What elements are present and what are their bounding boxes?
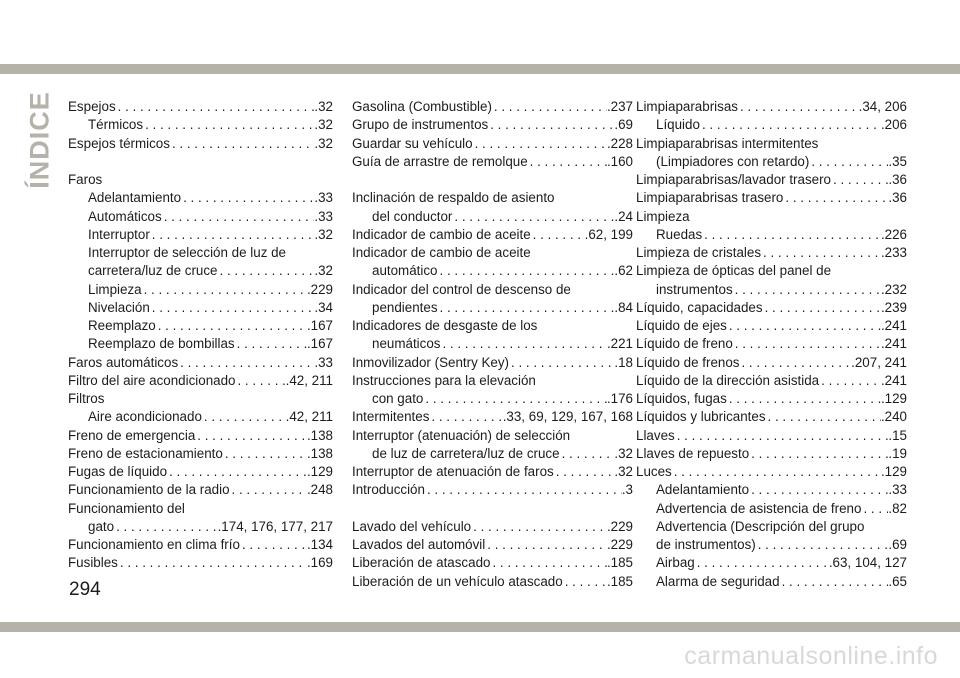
dot-leader <box>702 116 881 134</box>
index-entry <box>68 354 333 372</box>
index-term: Guía de arrastre de remolque <box>352 153 528 169</box>
index-page-ref: .240 <box>880 409 907 425</box>
index-entry <box>636 354 907 372</box>
index-term: Introducción <box>352 482 425 498</box>
dot-leader <box>180 354 314 372</box>
index-entry <box>636 281 907 299</box>
index-entry <box>68 372 333 390</box>
index-entry <box>636 445 907 463</box>
index-page-ref: .24 <box>614 208 633 224</box>
index-page-ref: .232 <box>880 281 907 297</box>
dot-leader <box>677 427 889 445</box>
dot-leader <box>565 573 607 591</box>
index-page-ref: .33 <box>314 190 333 206</box>
index-page-ref: .32 <box>314 135 333 151</box>
index-entry <box>68 390 333 408</box>
index-term: Llaves <box>636 427 675 443</box>
index-term: neumáticos <box>372 336 441 352</box>
dot-leader <box>751 445 888 463</box>
index-term: Faros automáticos <box>68 354 179 370</box>
index-entry <box>68 281 333 299</box>
index-term: Líquido, capacidades <box>636 299 763 315</box>
dot-leader <box>204 408 286 426</box>
dot-leader <box>741 354 851 372</box>
index-page-ref: .169 <box>306 555 333 571</box>
index-entry <box>352 262 633 280</box>
index-term: pendientes <box>372 299 438 315</box>
index-page-ref: .176 <box>606 391 633 406</box>
index-term: Liberación de atascado <box>352 555 491 571</box>
index-page-ref: .32 <box>314 263 333 279</box>
dot-leader <box>674 463 881 481</box>
index-entry <box>636 226 907 244</box>
index-page-ref: .33 <box>314 354 333 370</box>
index-term: Líquido de la dirección asistida <box>636 372 820 388</box>
index-entry <box>352 518 633 536</box>
dot-leader <box>697 554 829 572</box>
index-page-ref: .32 <box>314 117 333 133</box>
index-term: Fugas de líquido <box>68 464 168 479</box>
index-term: Instrucciones para la elevación <box>352 372 536 388</box>
dot-leader <box>833 171 888 189</box>
dot-leader <box>758 536 889 554</box>
index-term: Limpieza de ópticas del panel de <box>636 263 832 279</box>
index-page-ref: .19 <box>888 445 907 461</box>
index-entry <box>352 281 633 299</box>
index-term: Ruedas <box>656 226 703 242</box>
dot-leader <box>120 554 307 572</box>
index-entry <box>636 390 907 408</box>
index-term: Adelantamiento <box>656 482 750 498</box>
index-page-ref: .36 <box>888 172 907 187</box>
index-page-ref: .33 <box>888 482 907 498</box>
index-term: Funcionamiento de la radio <box>68 482 230 498</box>
index-page-ref: .138 <box>306 445 333 461</box>
index-page-ref: .3 <box>621 482 633 498</box>
index-term: Inclinación de respaldo de asiento <box>352 190 555 206</box>
index-entry <box>68 208 333 226</box>
dot-leader <box>821 372 881 390</box>
dot-leader <box>735 335 881 353</box>
index-term: carretera/luz de cruce <box>88 263 218 279</box>
top-rule <box>0 64 960 74</box>
index-term: con gato <box>372 391 424 406</box>
index-entry <box>68 427 333 445</box>
index-entry <box>352 390 633 408</box>
index-page-ref: .138 <box>306 427 333 443</box>
index-term: (Limpiadores con retardo) <box>656 153 810 169</box>
dot-leader <box>225 445 307 463</box>
dot-leader <box>152 226 315 244</box>
index-term: Automáticos <box>88 208 162 224</box>
section-tab <box>24 91 55 189</box>
index-page-ref: .233 <box>880 245 907 260</box>
index-term: Limpiaparabrisas intermitentes <box>636 135 819 151</box>
dot-leader <box>490 116 614 134</box>
index-page-ref: .229 <box>606 537 633 552</box>
index-entry <box>68 317 333 335</box>
index-entry <box>68 445 333 463</box>
dot-leader <box>169 463 307 481</box>
dot-leader <box>765 299 881 317</box>
index-page-ref: .15 <box>888 427 907 443</box>
index-term: Liberación de un vehículo atascado <box>352 573 563 589</box>
index-entry <box>636 171 907 189</box>
index-term: Limpieza <box>636 208 690 224</box>
index-term: Advertencia de asistencia de freno <box>656 500 862 516</box>
index-entry <box>636 189 907 207</box>
index-page-ref: .239 <box>880 299 907 315</box>
index-entry <box>68 335 333 353</box>
index-entry <box>636 153 907 171</box>
index-page-ref: .42, 211 <box>285 409 333 425</box>
index-term: Limpieza de cristales <box>636 245 762 260</box>
index-page-ref: .241 <box>880 372 907 388</box>
index-entry <box>636 573 907 591</box>
index-entry <box>636 408 907 426</box>
index-page-ref: .228 <box>606 135 633 151</box>
index-term: Filtro del aire acondicionado <box>68 372 236 388</box>
index-page-ref: .84 <box>614 299 633 315</box>
index-entry <box>352 244 633 262</box>
index-spacer <box>352 171 633 189</box>
page-number: 294 <box>69 579 101 600</box>
index-entry <box>636 317 907 335</box>
index-term: Lavados del automóvil <box>352 537 486 552</box>
dot-leader <box>220 262 315 280</box>
index-term: Limpieza <box>88 281 142 297</box>
index-term: Indicadores de desgaste de los <box>352 318 538 333</box>
dot-leader <box>704 226 881 244</box>
index-entry <box>352 226 633 244</box>
index-term: Indicador de cambio de aceite <box>352 245 531 260</box>
index-spacer <box>352 500 633 518</box>
index-page-ref: .185 <box>606 555 633 571</box>
dot-leader <box>145 116 314 134</box>
index-entry <box>636 536 907 554</box>
index-column-1 <box>68 98 333 573</box>
index-page-ref: .160 <box>606 153 633 169</box>
index-entry <box>68 299 333 317</box>
index-term: Aire acondicionado <box>88 409 202 425</box>
dot-leader <box>729 317 881 335</box>
index-term: Interruptor <box>88 226 150 242</box>
index-term: Freno de emergencia <box>68 427 196 443</box>
index-entry <box>352 208 633 226</box>
dot-leader <box>475 135 607 153</box>
dot-leader <box>427 481 622 499</box>
dot-leader <box>431 408 502 426</box>
index-term: instrumentos <box>656 281 733 297</box>
dot-leader <box>440 299 615 317</box>
index-page-ref: .69 <box>888 537 907 552</box>
index-entry <box>352 554 633 572</box>
index-term: de instrumentos) <box>656 537 756 552</box>
index-term: gato <box>88 518 115 534</box>
index-page-ref: .248 <box>306 482 333 498</box>
index-page-ref: .62, 199 <box>584 226 633 242</box>
index-entry <box>636 299 907 317</box>
index-entry <box>636 500 907 518</box>
dot-leader <box>152 299 315 317</box>
dot-leader <box>494 98 607 116</box>
dot-leader <box>729 390 881 408</box>
index-entry <box>352 135 633 153</box>
index-page-ref: .129 <box>880 464 907 479</box>
index-page-ref: .167 <box>306 318 333 333</box>
index-entry <box>352 189 633 207</box>
index-page-ref: .207, 241 <box>851 354 907 370</box>
index-term: del conductor <box>372 208 453 224</box>
index-entry <box>636 427 907 445</box>
index-column-2 <box>352 98 633 591</box>
index-entry <box>352 317 633 335</box>
index-page-ref: .33, 69, 129, 167, 168 <box>502 409 633 425</box>
index-term: Limpiaparabrisas/lavador trasero <box>636 172 832 187</box>
index-page-ref: .221 <box>606 336 633 352</box>
dot-leader <box>511 354 614 372</box>
index-term: Funcionamiento del <box>68 500 185 516</box>
index-entry <box>352 481 633 499</box>
section-tab-label: ÍNDICE <box>24 91 55 189</box>
index-term: Interruptor de atenuación de faros <box>352 464 554 479</box>
index-term: Fusibles <box>68 555 118 571</box>
dot-leader <box>740 98 859 116</box>
index-term: Grupo de instrumentos <box>352 117 489 133</box>
index-entry <box>68 500 333 518</box>
index-page-ref: .32 <box>614 464 633 479</box>
index-term: Limpiaparabrisas trasero <box>636 190 784 206</box>
index-term: Indicador del control de descenso de <box>352 281 571 297</box>
index-entry <box>636 554 907 572</box>
index-term: Interruptor de selección de luz de <box>88 245 287 260</box>
dot-leader <box>530 153 607 171</box>
index-entry <box>352 427 633 445</box>
index-entry <box>352 153 633 171</box>
dot-leader <box>533 226 585 244</box>
index-entry <box>636 116 907 134</box>
index-term: Líquidos, fugas <box>636 391 727 406</box>
index-entry <box>636 463 907 481</box>
bottom-band <box>0 618 960 678</box>
index-term: Espejos térmicos <box>68 135 170 151</box>
index-entry <box>636 481 907 499</box>
index-entry <box>352 372 633 390</box>
dot-leader <box>237 335 307 353</box>
index-entry <box>68 463 333 481</box>
dot-leader <box>735 281 881 299</box>
dot-leader <box>487 536 607 554</box>
index-entry <box>636 98 907 116</box>
index-column-3 <box>636 98 907 591</box>
dot-leader <box>197 427 307 445</box>
dot-leader <box>232 481 307 499</box>
index-page-ref: .36 <box>888 190 907 206</box>
index-entry <box>352 463 633 481</box>
index-term: Limpiaparabrisas <box>636 99 738 114</box>
index-entry <box>636 372 907 390</box>
index-page-ref: .33 <box>314 208 333 224</box>
index-term: Nivelación <box>88 299 150 315</box>
index-page-ref: .32 <box>314 226 333 242</box>
index-page-ref: .18 <box>614 354 633 370</box>
dot-leader <box>763 244 881 262</box>
dot-leader <box>116 518 218 536</box>
index-entry <box>636 518 907 536</box>
index-term: de luz de carretera/luz de cruce <box>372 445 560 461</box>
index-page-ref: .134 <box>306 537 333 552</box>
index-entry <box>352 354 633 372</box>
index-term: Líquido de frenos <box>636 354 740 370</box>
index-term: Líquidos y lubricantes <box>636 409 766 425</box>
dot-leader <box>172 135 314 153</box>
index-entry <box>68 518 333 536</box>
index-spacer <box>68 153 333 171</box>
index-entry <box>352 445 633 463</box>
index-page-ref: .69 <box>614 117 633 133</box>
index-term: Luces <box>636 464 672 479</box>
index-entry <box>352 116 633 134</box>
index-term: Freno de estacionamiento <box>68 445 223 461</box>
index-entry <box>68 116 333 134</box>
index-page-ref: .206 <box>880 117 907 133</box>
dot-leader <box>237 372 285 390</box>
index-page-ref: .185 <box>606 573 633 589</box>
dot-leader <box>442 335 606 353</box>
index-page-ref: .34 <box>314 299 333 315</box>
index-page-ref: .34, 206 <box>858 99 907 114</box>
index-term: Interruptor (atenuación) de selección <box>352 427 571 443</box>
index-term: Líquido de ejes <box>636 318 727 333</box>
dot-leader <box>183 189 314 207</box>
index-term: Lavado del vehículo <box>352 518 472 534</box>
dot-leader <box>751 481 888 499</box>
index-page-ref: .226 <box>880 226 907 242</box>
index-page-ref: .32 <box>314 99 333 114</box>
dot-leader <box>768 408 881 426</box>
index-page-ref: .174, 176, 177, 217 <box>217 518 333 534</box>
dot-leader <box>158 317 307 335</box>
index-page-ref: .42, 211 <box>285 372 333 388</box>
index-entry <box>352 299 633 317</box>
dot-leader <box>863 500 888 518</box>
index-entry <box>352 335 633 353</box>
index-entry <box>636 262 907 280</box>
index-entry <box>68 536 333 554</box>
index-entry <box>68 481 333 499</box>
dot-leader <box>492 554 606 572</box>
dot-leader <box>473 518 607 536</box>
index-entry <box>68 98 333 116</box>
index-entry <box>352 98 633 116</box>
index-term: Faros <box>68 172 103 187</box>
index-entry <box>68 262 333 280</box>
index-entry <box>352 408 633 426</box>
index-term: automático <box>372 263 438 279</box>
index-term: Guardar su vehículo <box>352 135 473 151</box>
watermark-logo: carmanualsonline.info <box>684 642 938 670</box>
index-term: Líquido de freno <box>636 336 733 352</box>
dot-leader <box>562 445 615 463</box>
index-entry <box>636 244 907 262</box>
index-page-ref: .32 <box>614 445 633 461</box>
index-term: Reemplazo de bombillas <box>88 336 235 352</box>
index-page-ref: .65 <box>888 573 907 589</box>
dot-leader <box>242 536 307 554</box>
bottom-rule <box>0 622 960 632</box>
index-entry <box>68 244 333 262</box>
index-page-ref: .82 <box>888 500 907 516</box>
dot-leader <box>425 390 607 408</box>
index-page-ref: .237 <box>606 99 633 114</box>
index-page-ref: .62 <box>614 263 633 279</box>
top-band <box>0 0 960 78</box>
index-entry <box>636 135 907 153</box>
dot-leader <box>118 98 315 116</box>
index-page-ref: .167 <box>306 336 333 352</box>
index-entry <box>636 335 907 353</box>
index-entry <box>352 536 633 554</box>
dot-leader <box>782 573 889 591</box>
index-term: Indicador de cambio de aceite <box>352 226 531 242</box>
index-page-ref: .63, 104, 127 <box>828 555 907 571</box>
index-entry <box>68 554 333 572</box>
index-term: Reemplazo <box>88 318 156 333</box>
index-term: Advertencia (Descripción del grupo <box>656 518 865 534</box>
index-entry <box>68 189 333 207</box>
index-term: Llaves de repuesto <box>636 445 750 461</box>
index-term: Intermitentes <box>352 409 430 425</box>
index-entry <box>68 135 333 153</box>
index-entry <box>636 208 907 226</box>
index-page-ref: .241 <box>880 336 907 352</box>
index-entry <box>68 171 333 189</box>
index-page-ref: .229 <box>606 518 633 534</box>
index-entry <box>68 226 333 244</box>
index-term: Inmovilizador (Sentry Key) <box>352 354 510 370</box>
index-entry <box>68 408 333 426</box>
index-term: Funcionamiento en clima frío <box>68 537 240 552</box>
dot-leader <box>164 208 315 226</box>
dot-leader <box>454 208 614 226</box>
index-term: Alarma de seguridad <box>656 573 780 589</box>
index-entry <box>352 573 633 591</box>
index-page-ref: .129 <box>306 464 333 479</box>
dot-leader <box>556 463 615 481</box>
index-term: Espejos <box>68 99 116 114</box>
index-term: Térmicos <box>88 117 144 133</box>
index-term: Líquido <box>656 117 700 133</box>
index-term: Adelantamiento <box>88 190 182 206</box>
dot-leader <box>440 262 615 280</box>
index-term: Airbag <box>656 555 695 571</box>
index-page-ref: .241 <box>880 318 907 333</box>
index-term: Filtros <box>68 391 105 406</box>
index-page-ref: .129 <box>880 391 907 406</box>
dot-leader <box>144 281 307 299</box>
index-term: Gasolina (Combustible) <box>352 99 492 114</box>
dot-leader <box>785 189 888 207</box>
index-page-ref: .35 <box>888 153 907 169</box>
index-page-ref: .229 <box>306 281 333 297</box>
dot-leader <box>811 153 888 171</box>
